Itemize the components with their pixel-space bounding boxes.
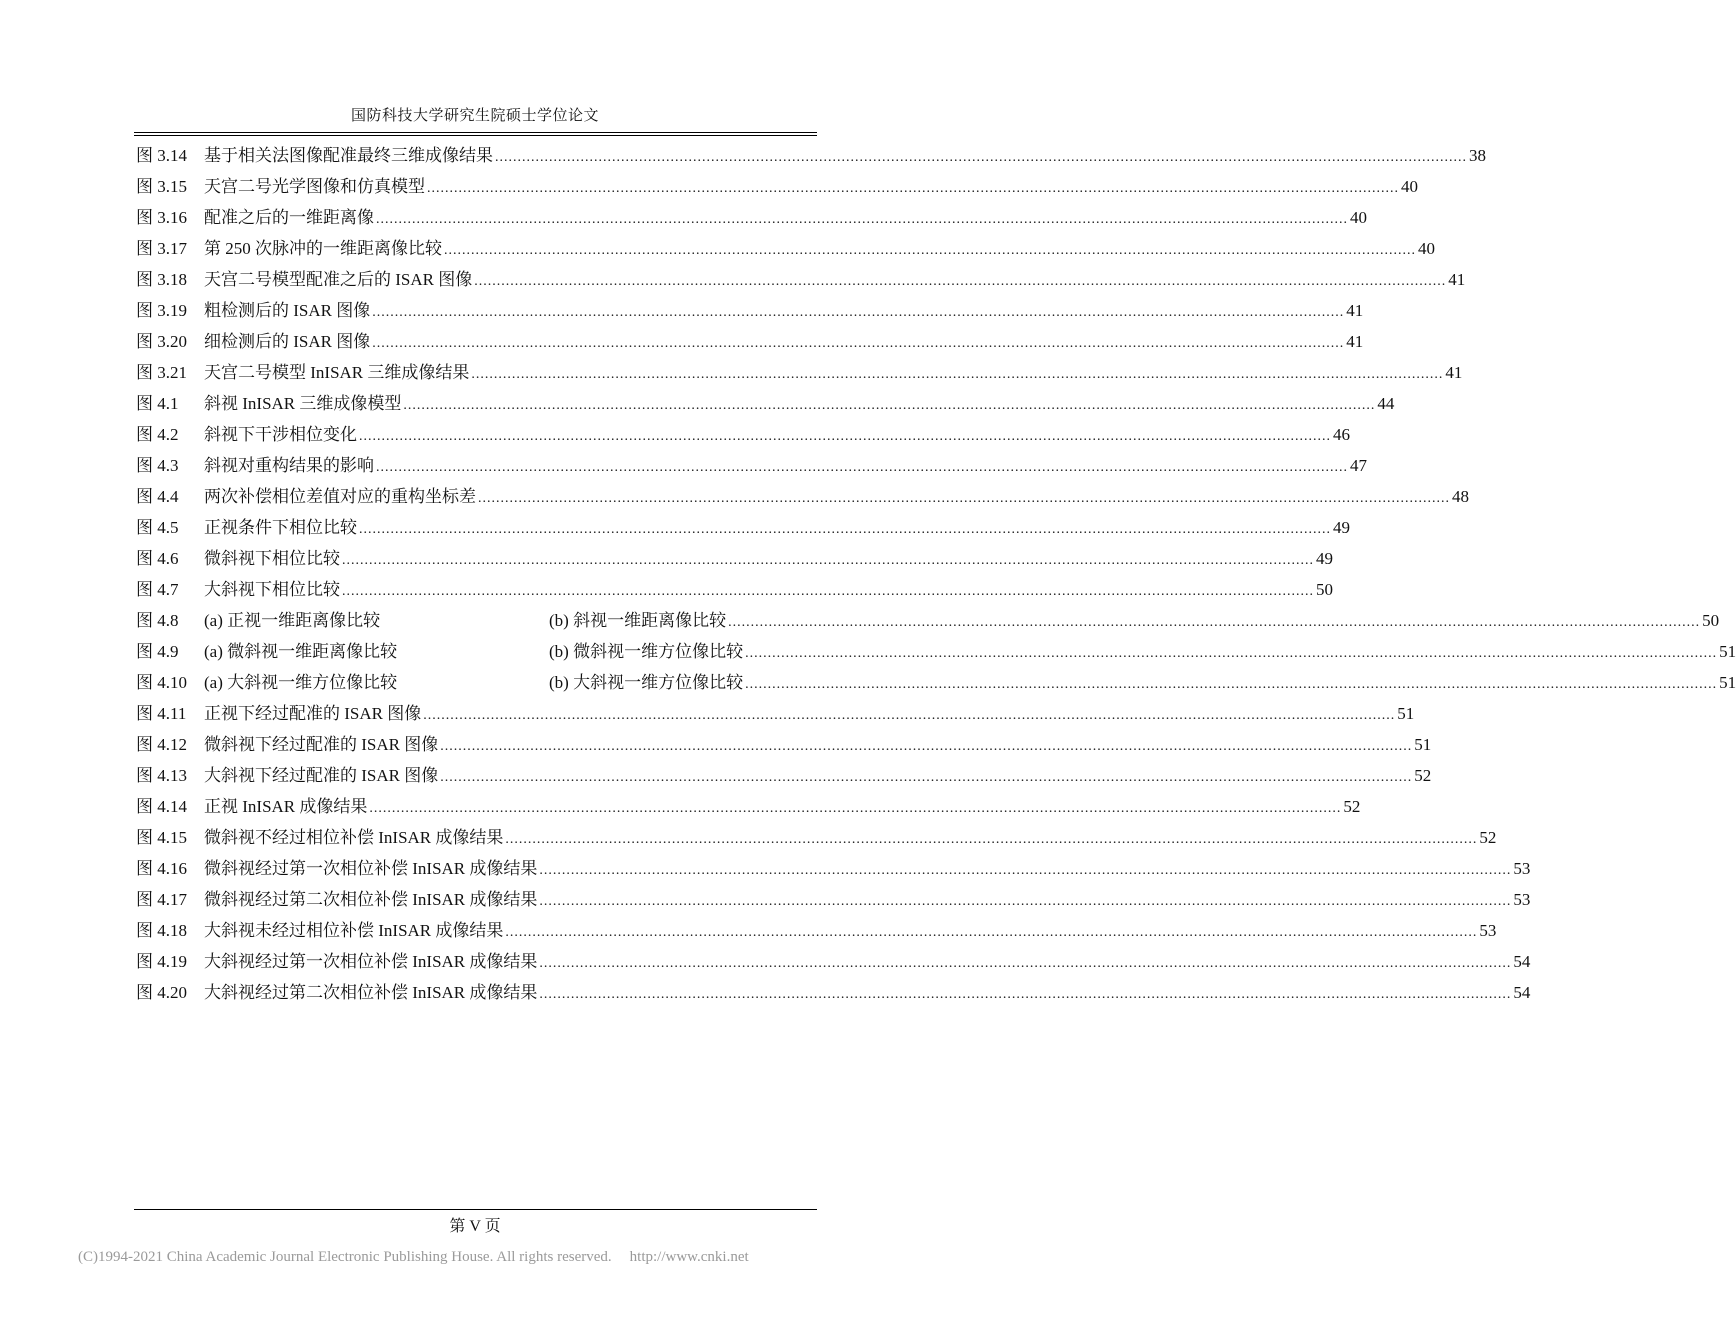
toc-entry[interactable] bbox=[136, 884, 1531, 915]
dot-leader bbox=[539, 886, 1511, 917]
dot-leader bbox=[505, 917, 1477, 948]
toc-entry-number: 图 4.1 bbox=[136, 394, 179, 413]
toc-entry-page: 52 bbox=[1343, 797, 1361, 816]
dot-leader bbox=[745, 669, 1717, 700]
dot-leader bbox=[495, 142, 1467, 173]
toc-entry-title: 正视条件下相位比较 bbox=[204, 518, 357, 537]
toc-entry-title: 大斜视下经过配准的 ISAR 图像 bbox=[204, 766, 439, 785]
toc-entry-page: 40 bbox=[1350, 208, 1367, 227]
toc-entry-number: 图 4.20 bbox=[136, 983, 187, 1002]
toc-entry[interactable] bbox=[136, 481, 1469, 512]
page-number: 第 V 页 bbox=[449, 1218, 501, 1235]
dot-leader bbox=[745, 638, 1717, 669]
toc-entry[interactable] bbox=[136, 419, 1350, 450]
toc-entry[interactable] bbox=[136, 140, 1486, 171]
toc-entry-number: 图 3.19 bbox=[136, 301, 187, 320]
toc-entry-title: 天宫二号模型 InISAR 三维成像结果 bbox=[204, 363, 470, 382]
toc-entry-title: 基于相关法图像配准最终三维成像结果 bbox=[204, 146, 493, 165]
toc-entry-subfigure-a: (a) 微斜视一维距离像比较 bbox=[204, 642, 398, 661]
toc-entry[interactable] bbox=[136, 760, 1432, 791]
toc-entry-page: 51 bbox=[1719, 642, 1736, 661]
toc-entry-page: 51 bbox=[1414, 735, 1432, 754]
toc-entry[interactable] bbox=[136, 295, 1364, 326]
dot-leader bbox=[372, 297, 1344, 328]
toc-entry[interactable] bbox=[136, 543, 1333, 574]
toc-entry-page: 41 bbox=[1445, 363, 1463, 382]
toc-entry-subfigure-b: (b) 大斜视一维方位像比较 bbox=[549, 673, 744, 692]
toc-entry-title: 大斜视经过第二次相位补偿 InISAR 成像结果 bbox=[204, 983, 538, 1002]
copyright-text: (C)1994-2021 China Academic Journal Electronic Publishing House. All rights reserved. bbox=[78, 1249, 612, 1265]
toc-entry-title: 天宫二号模型配准之后的 ISAR 图像 bbox=[204, 270, 473, 289]
dot-leader bbox=[372, 328, 1344, 359]
toc-entry-number: 图 4.5 bbox=[136, 518, 179, 537]
dot-leader bbox=[539, 948, 1511, 979]
toc-entry-title: 大斜视下相位比较 bbox=[204, 580, 340, 599]
running-header: 国防科技大学研究生院硕士学位论文 bbox=[350, 108, 599, 124]
dot-leader bbox=[440, 731, 1412, 762]
toc-entry-page: 38 bbox=[1469, 146, 1486, 165]
dot-leader bbox=[359, 421, 1331, 452]
toc-entry-page: 41 bbox=[1448, 270, 1466, 289]
toc-entry-page: 44 bbox=[1377, 394, 1395, 413]
toc-entry-title: 微斜视经过第一次相位补偿 InISAR 成像结果 bbox=[204, 859, 538, 878]
dot-leader bbox=[478, 483, 1450, 514]
toc-entry-split[interactable] bbox=[136, 636, 1736, 667]
toc-entry-title: 斜视下干涉相位变化 bbox=[204, 425, 357, 444]
toc-entry-title: 大斜视未经过相位补偿 InISAR 成像结果 bbox=[204, 921, 504, 940]
toc-entry-title: 微斜视经过第二次相位补偿 InISAR 成像结果 bbox=[204, 890, 538, 909]
toc-entry-page: 52 bbox=[1414, 766, 1432, 785]
toc-entry[interactable] bbox=[136, 915, 1497, 946]
toc-entry-number: 图 4.18 bbox=[136, 921, 187, 940]
toc-entry-page: 41 bbox=[1346, 332, 1364, 351]
copyright-notice bbox=[78, 1249, 749, 1266]
toc-entry-number: 图 3.14 bbox=[136, 146, 187, 165]
toc-entry-page: 51 bbox=[1397, 704, 1415, 723]
dot-leader bbox=[423, 700, 1395, 731]
figure-list bbox=[136, 140, 1736, 1008]
dot-leader bbox=[427, 173, 1399, 204]
toc-entry-number: 图 4.4 bbox=[136, 487, 179, 506]
toc-entry-subfigure-b: (b) 微斜视一维方位像比较 bbox=[549, 642, 744, 661]
toc-entry-title: 细检测后的 ISAR 图像 bbox=[204, 332, 371, 351]
toc-entry-page: 54 bbox=[1513, 952, 1531, 971]
toc-entry[interactable] bbox=[136, 822, 1497, 853]
toc-entry-page: 52 bbox=[1479, 828, 1497, 847]
toc-entry[interactable] bbox=[136, 729, 1432, 760]
toc-entry-page: 51 bbox=[1719, 673, 1736, 692]
toc-entry-number: 图 4.2 bbox=[136, 425, 179, 444]
toc-entry-title: 微斜视下相位比较 bbox=[204, 549, 340, 568]
toc-entry-page: 50 bbox=[1316, 580, 1333, 599]
toc-entry[interactable] bbox=[136, 388, 1395, 419]
toc-entry-title: 大斜视经过第一次相位补偿 InISAR 成像结果 bbox=[204, 952, 538, 971]
toc-entry-number: 图 4.15 bbox=[136, 828, 187, 847]
toc-entry-number: 图 4.8 bbox=[136, 611, 179, 630]
header-rule bbox=[134, 132, 817, 136]
toc-entry-page: 53 bbox=[1513, 890, 1531, 909]
toc-entry-title: 第 250 次脉冲的一维距离像比较 bbox=[204, 239, 442, 258]
toc-entry-title: 粗检测后的 ISAR 图像 bbox=[204, 301, 371, 320]
toc-entry[interactable] bbox=[136, 698, 1415, 729]
toc-entry-split[interactable] bbox=[136, 605, 1720, 636]
toc-entry-subfigure-a: (a) 大斜视一维方位像比较 bbox=[204, 673, 398, 692]
toc-entry-page: 53 bbox=[1513, 859, 1531, 878]
toc-entry[interactable] bbox=[136, 450, 1367, 481]
toc-entry-number: 图 4.17 bbox=[136, 890, 187, 909]
toc-entry-page: 40 bbox=[1401, 177, 1418, 196]
toc-entry-number: 图 4.19 bbox=[136, 952, 187, 971]
toc-entry-number: 图 4.12 bbox=[136, 735, 187, 754]
toc-entry-number: 图 4.3 bbox=[136, 456, 179, 475]
toc-entry-page: 54 bbox=[1513, 983, 1531, 1002]
toc-entry[interactable] bbox=[136, 977, 1531, 1008]
toc-entry-title: 微斜视不经过相位补偿 InISAR 成像结果 bbox=[204, 828, 504, 847]
toc-entry-title: 斜视 InISAR 三维成像模型 bbox=[204, 394, 402, 413]
toc-entry-page: 48 bbox=[1452, 487, 1469, 506]
toc-entry[interactable] bbox=[136, 233, 1435, 264]
toc-entry-page: 40 bbox=[1418, 239, 1435, 258]
toc-entry-number: 图 3.16 bbox=[136, 208, 187, 227]
toc-entry-subfigure-a: (a) 正视一维距离像比较 bbox=[204, 611, 381, 630]
toc-entry[interactable] bbox=[136, 171, 1418, 202]
toc-entry-title: 配准之后的一维距离像 bbox=[204, 208, 374, 227]
dot-leader bbox=[505, 824, 1477, 855]
toc-entry[interactable] bbox=[136, 791, 1361, 822]
toc-entry-number: 图 4.7 bbox=[136, 580, 179, 599]
toc-entry-number: 图 3.15 bbox=[136, 177, 187, 196]
dot-leader bbox=[376, 452, 1348, 483]
toc-entry-page: 50 bbox=[1702, 611, 1720, 630]
dot-leader bbox=[539, 855, 1511, 886]
dot-leader bbox=[728, 607, 1700, 638]
dot-leader bbox=[359, 514, 1331, 545]
toc-entry-number: 图 3.18 bbox=[136, 270, 187, 289]
toc-entry-page: 46 bbox=[1333, 425, 1350, 444]
toc-entry[interactable] bbox=[136, 574, 1333, 605]
dot-leader bbox=[539, 979, 1511, 1010]
dot-leader bbox=[444, 235, 1416, 266]
dot-leader bbox=[369, 793, 1341, 824]
cnki-url[interactable]: http://www.cnki.net bbox=[629, 1249, 749, 1265]
dot-leader bbox=[376, 204, 1348, 235]
footer-rule bbox=[134, 1209, 817, 1210]
toc-entry-number: 图 4.9 bbox=[136, 642, 179, 661]
dot-leader bbox=[342, 576, 1314, 607]
toc-entry[interactable] bbox=[136, 264, 1466, 295]
toc-entry[interactable] bbox=[136, 512, 1350, 543]
toc-entry-page: 49 bbox=[1333, 518, 1350, 537]
toc-entry-number: 图 4.11 bbox=[136, 704, 187, 723]
toc-entry-title: 斜视对重构结果的影响 bbox=[204, 456, 374, 475]
toc-entry-number: 图 3.20 bbox=[136, 332, 187, 351]
toc-entry-title: 两次补偿相位差值对应的重构坐标差 bbox=[204, 487, 476, 506]
toc-entry-title: 天宫二号光学图像和仿真模型 bbox=[204, 177, 425, 196]
dot-leader bbox=[440, 762, 1412, 793]
dot-leader bbox=[403, 390, 1375, 421]
toc-entry-page: 41 bbox=[1346, 301, 1364, 320]
toc-entry-number: 图 4.14 bbox=[136, 797, 187, 816]
toc-entry-page: 47 bbox=[1350, 456, 1367, 475]
toc-entry-number: 图 3.21 bbox=[136, 363, 187, 382]
toc-entry[interactable] bbox=[136, 326, 1364, 357]
toc-entry[interactable] bbox=[136, 853, 1531, 884]
toc-entry-subfigure-b: (b) 斜视一维距离像比较 bbox=[549, 611, 727, 630]
toc-entry-split[interactable] bbox=[136, 667, 1736, 698]
dot-leader bbox=[474, 266, 1446, 297]
toc-entry[interactable] bbox=[136, 357, 1463, 388]
toc-entry-number: 图 4.6 bbox=[136, 549, 179, 568]
toc-entry-title: 正视 InISAR 成像结果 bbox=[204, 797, 368, 816]
toc-entry[interactable] bbox=[136, 202, 1367, 233]
toc-entry-page: 53 bbox=[1479, 921, 1497, 940]
toc-entry[interactable] bbox=[136, 946, 1531, 977]
toc-entry-number: 图 4.13 bbox=[136, 766, 187, 785]
toc-entry-title: 微斜视下经过配准的 ISAR 图像 bbox=[204, 735, 439, 754]
dot-leader bbox=[471, 359, 1443, 390]
toc-entry-number: 图 3.17 bbox=[136, 239, 187, 258]
dot-leader bbox=[342, 545, 1314, 576]
toc-entry-number: 图 4.10 bbox=[136, 673, 187, 692]
toc-entry-number: 图 4.16 bbox=[136, 859, 187, 878]
toc-entry-title: 正视下经过配准的 ISAR 图像 bbox=[204, 704, 422, 723]
toc-entry-page: 49 bbox=[1316, 549, 1333, 568]
